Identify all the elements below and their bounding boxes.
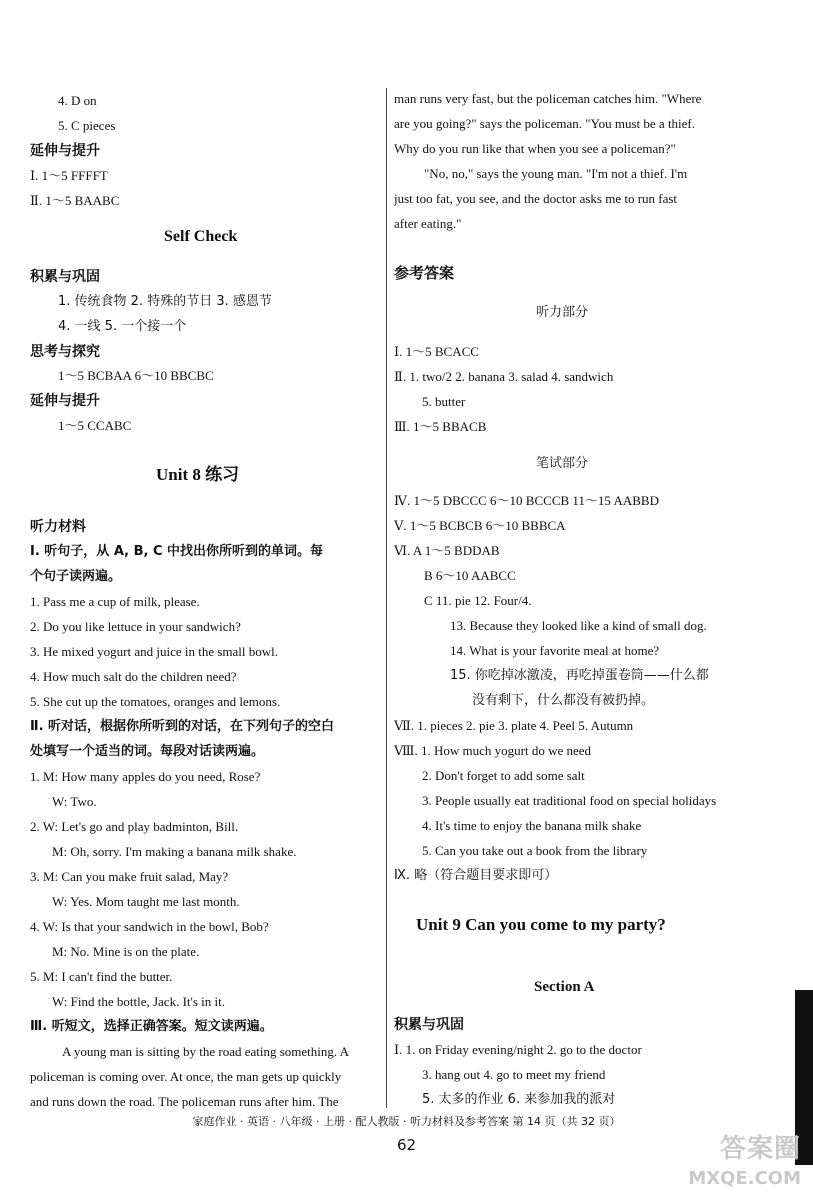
answer-line: 1～5 BCBAA 6～10 BBCBC xyxy=(58,368,214,383)
answer-line: 3. hang out 4. go to meet my friend xyxy=(422,1067,606,1082)
answer-line: 4. It's time to enjoy the banana milk shake xyxy=(422,818,642,833)
answer-line: Ⅲ. 1～5 BBACB xyxy=(394,419,487,434)
instruction: 处填写一个适当的词。每段对话读两遍。 xyxy=(30,744,265,759)
answer-line: Ⅶ. 1. pieces 2. pie 3. plate 4. Peel 5. Autumn xyxy=(394,718,634,733)
answer-line: Ⅰ. 1～5 FFFFT xyxy=(30,168,108,183)
dialogue-line: 3. M: Can you make fruit salad, May? xyxy=(30,869,229,884)
dialogue-line: W: Two. xyxy=(52,794,97,809)
answer-line: 5. Can you take out a book from the library xyxy=(422,843,648,858)
listening-line: 2. Do you like lettuce in your sandwich? xyxy=(30,619,241,634)
answer-line: 1～5 CCABC xyxy=(58,418,132,433)
instruction: 个句子读两遍。 xyxy=(30,569,122,584)
section-heading: 延伸与提升 xyxy=(30,393,100,409)
passage-line: after eating." xyxy=(394,216,462,231)
answer-line: 15. 你吃掉冰激凌，再吃掉蛋卷筒——什么都 xyxy=(450,668,709,683)
answer-line: 5. 太多的作业 6. 来参加我的派对 xyxy=(422,1092,616,1107)
instruction: Ⅱ. 听对话，根据你所听到的对话，在下列句子的空白 xyxy=(30,719,335,734)
column-divider xyxy=(386,88,387,1108)
dialogue-line: 5. M: I can't find the butter. xyxy=(30,969,173,984)
section-heading: 延伸与提升 xyxy=(30,143,100,159)
listening-line: 3. He mixed yogurt and juice in the small bowl. xyxy=(30,644,279,659)
answer-line: 5. butter xyxy=(422,394,466,409)
answer-line: 没有剩下，什么都没有被扔掉。 xyxy=(472,693,655,708)
listening-line: 5. She cut up the tomatoes, oranges and lemons. xyxy=(30,694,281,709)
dialogue-line: M: Oh, sorry. I'm making a banana milk shake. xyxy=(52,844,297,859)
answer-line: Ⅵ. A 1～5 BDDAB xyxy=(394,543,500,558)
passage-line: policeman is coming over. At once, the man gets up quickly xyxy=(30,1069,342,1084)
answer-line: 2. Don't forget to add some salt xyxy=(422,768,585,783)
answer-line: C 11. pie 12. Four/4. xyxy=(424,593,532,608)
section-a-title: Section A xyxy=(534,979,595,995)
section-heading: 积累与巩固 xyxy=(394,1017,464,1033)
listening-line: 4. How much salt do the children need? xyxy=(30,669,237,684)
answer-line: Ⅱ. 1. two/2 2. banana 3. salad 4. sandwich xyxy=(394,369,614,384)
watermark-url: MXQE.COM xyxy=(688,1168,801,1189)
watermark-logo: 答案圈 xyxy=(719,1134,801,1164)
answer-line: Ⅰ. 1～5 BCACC xyxy=(394,344,479,359)
passage-line: man runs very fast, but the policeman catches him. "Where xyxy=(394,91,702,106)
page-footer: 家庭作业 · 英语 · 八年级 · 上册 · 配人教版 · 听力材料及参考答案 第 14 页（共 32 页） xyxy=(192,1115,621,1128)
passage-line: and runs down the road. The policeman runs after him. The xyxy=(30,1094,339,1109)
passage-line: Why do you run like that when you see a policeman?" xyxy=(394,141,676,156)
dialogue-line: W: Find the bottle, Jack. It's in it. xyxy=(52,994,226,1009)
answer-line: 3. People usually eat traditional food on special holidays xyxy=(422,793,717,808)
answer-line: 4. 一线 5. 一个接一个 xyxy=(58,319,187,334)
passage-line: "No, no," says the young man. "I'm not a thief. I'm xyxy=(424,166,688,181)
answer-line: Ⅳ. 1～5 DBCCC 6～10 BCCCB 11～15 AABBD xyxy=(394,493,659,508)
page-number: 62 xyxy=(396,1136,417,1154)
instruction: Ⅰ. 听句子，从 A, B, C 中找出你所听到的单词。每 xyxy=(30,544,324,559)
section-heading: 听力材料 xyxy=(30,519,86,535)
subsection-heading: 笔试部分 xyxy=(536,456,589,471)
subsection-heading: 听力部分 xyxy=(536,305,589,320)
answer-line: 5. C pieces xyxy=(58,118,116,133)
answer-line: Ⅱ. 1～5 BAABC xyxy=(30,193,120,208)
dialogue-line: M: No. Mine is on the plate. xyxy=(52,944,200,959)
answers-heading: 参考答案 xyxy=(394,264,455,282)
answer-line: Ⅰ. 1. on Friday evening/night 2. go to the doctor xyxy=(394,1042,642,1057)
passage-line: are you going?" says the policeman. "You must be a thief. xyxy=(394,116,696,131)
passage-line: just too fat, you see, and the doctor asks me to run fast xyxy=(394,191,678,206)
unit-8-title: Unit 8 练习 xyxy=(156,465,240,484)
answer-line: Ⅷ. 1. How much yogurt do we need xyxy=(394,743,592,758)
unit-9-title: Unit 9 Can you come to my party? xyxy=(416,915,666,934)
listening-line: 1. Pass me a cup of milk, please. xyxy=(30,594,200,609)
self-check-title: Self Check xyxy=(164,228,238,245)
answer-line: 1. 传统食物 2. 特殊的节日 3. 感恩节 xyxy=(58,294,272,309)
answer-line: 13. Because they looked like a kind of small dog. xyxy=(450,618,707,633)
answer-line: 4. D on xyxy=(58,93,97,108)
instruction: Ⅲ. 听短文，选择正确答案。短文读两遍。 xyxy=(30,1019,273,1034)
answer-line: Ⅴ. 1～5 BCBCB 6～10 BBBCA xyxy=(394,518,566,533)
passage-line: A young man is sitting by the road eating something. A xyxy=(62,1044,350,1059)
dialogue-line: W: Yes. Mom taught me last month. xyxy=(52,894,240,909)
section-heading: 思考与探究 xyxy=(30,344,100,360)
answer-line: B 6～10 AABCC xyxy=(424,568,516,583)
section-heading: 积累与巩固 xyxy=(30,269,100,285)
dialogue-line: 2. W: Let's go and play badminton, Bill. xyxy=(30,819,239,834)
answer-line: Ⅸ. 略（符合题目要求即可） xyxy=(394,868,558,883)
dialogue-line: 4. W: Is that your sandwich in the bowl, Bob? xyxy=(30,919,269,934)
dialogue-line: 1. M: How many apples do you need, Rose? xyxy=(30,769,261,784)
answer-line: 14. What is your favorite meal at home? xyxy=(450,643,660,658)
